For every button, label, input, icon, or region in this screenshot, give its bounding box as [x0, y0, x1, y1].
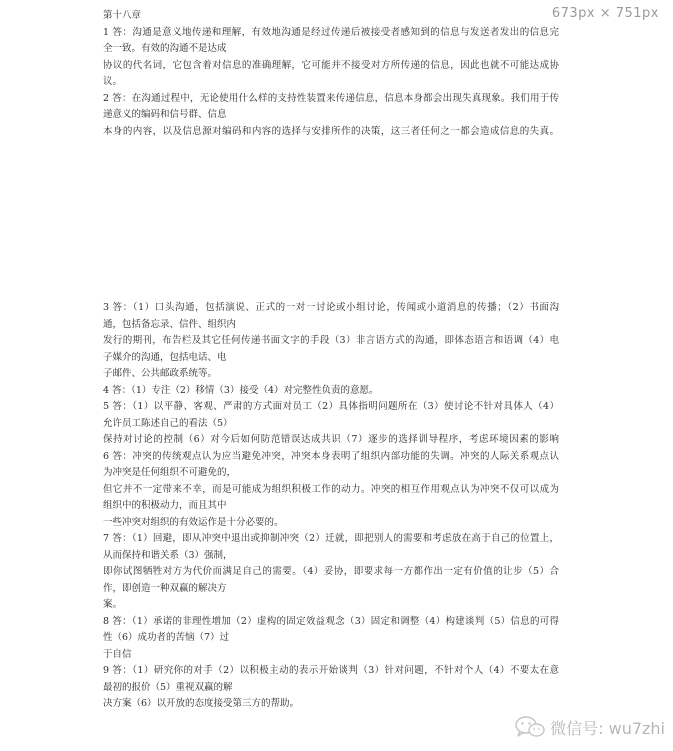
text-line: 于自信 [103, 648, 132, 660]
text-line: 2 答：在沟通过程中，无论使用什么样的支持性装置来传递信息，信息本身都会出现失真现象。我们用于传 [103, 92, 559, 104]
chapter-title: 第十八章 [103, 10, 142, 21]
text-line: 从而保持和谐关系（3）强制， [103, 549, 233, 561]
text-line: 保持对讨论的控制（6）对今后如何防范错误达成共识（7）逐步的选择训导程序，考虑环境因素的影响 [103, 434, 559, 445]
text-line: 协议的代名词，它包含着对信息的准确理解，它可能并不接受对方所传递的信息，因此也就不可能达成协 [103, 59, 559, 71]
text-line: 性（6）成功者的苦恼（7）过 [103, 632, 230, 643]
text-line: 作，即创造一种双赢的解决方 [103, 582, 227, 594]
text-line: 本身的内容，以及信息源对编码和内容的选择与安排所作的决策，这三者任何之一都会造成信息的失真。 [103, 125, 559, 137]
text-line: 8 答：（1）承诺的非理性增加（2）虚构的固定效益观念（3）固定和调整（4）构建谈判（5）信息的可得 [103, 615, 559, 627]
text-line: 7 答：（1）回避，即从冲突中退出或抑制冲突（2）迁就，即把别人的需要和考虑放在高于自己的位置上， [103, 533, 559, 544]
text-line: 最初的报价（5）重视双赢的解 [103, 681, 233, 693]
text-line: 但它并不一定带来不幸，而是可能成为组织积极工作的动力。冲突的相互作用观点认为冲突不仅可以成为 [103, 483, 559, 495]
text-line: 3 答：（1）口头沟通，包括演说、正式的一对一讨论或小组讨论，传闻或小道消息的传播；（2）书面沟 [103, 302, 559, 313]
text-line: 5 答：（1）以平静、客观、严肃的方式面对员工（2）具体指明问题所在（3）使讨论不针对具体人（4） [103, 401, 559, 412]
text-line: 组织中的积极动力，而且其中 [103, 500, 227, 511]
text-line: 决方案（6）以开放的态度接受第三方的帮助。 [103, 698, 300, 709]
answers-block-top [103, 8, 559, 140]
text-line: 即你试图牺牲对方为代价而满足自己的需要。（4）妥协，即要求每一方都作出一定有价值的让步（5）合 [103, 566, 559, 577]
text-line: 递意义的编码和信号群、信息 [103, 109, 227, 120]
answers-block-bottom [103, 300, 559, 713]
text-line: 允许员工陈述自己的看法（5） [103, 417, 233, 429]
text-line: 案。 [103, 599, 123, 610]
text-line: 通，包括备忘录、信件、组织内 [103, 318, 237, 330]
text-line: 9 答：（1）研究你的对手（2）以积极主动的表示开始谈判（3）针对问题，不针对个人（4）不要太在意 [103, 665, 559, 676]
text-line: 1 答：沟通是意义地传递和理解，有效地沟通是经过传递后被接受者感知到的信息与发送者发出的信息完 [103, 26, 559, 38]
wechat-id: 微信号: wu7zhi [550, 718, 665, 738]
text-line: 议。 [103, 76, 123, 87]
wechat-watermark [514, 715, 665, 739]
text-line: 子邮件、公共邮政系统等。 [103, 368, 218, 379]
text-line: 4 答：（1）专注（2）移情（3）接受（4）对完整性负责的意愿。 [103, 384, 379, 396]
text-line: 6 答：冲突的传统观点认为应当避免冲突，冲突本身表明了组织内部功能的失调。冲突的人际关系观点认 [103, 450, 559, 462]
text-line: 全一致。有效的沟通不是达成 [103, 43, 227, 54]
size-label: 673px × 751px [551, 6, 659, 21]
text-line: 为冲突是任何组织不可避免的， [103, 467, 237, 478]
text-line: 发行的期刊，布告栏及其它任何传递书面文字的手段（3）非言语方式的沟通，即体态语言和语调（4）电 [103, 335, 559, 346]
wechat-icon [514, 715, 546, 739]
text-line: 子媒介的沟通，包括电话、电 [103, 351, 227, 363]
text-line: 一些冲突对组织的有效运作是十分必要的。 [103, 516, 284, 528]
